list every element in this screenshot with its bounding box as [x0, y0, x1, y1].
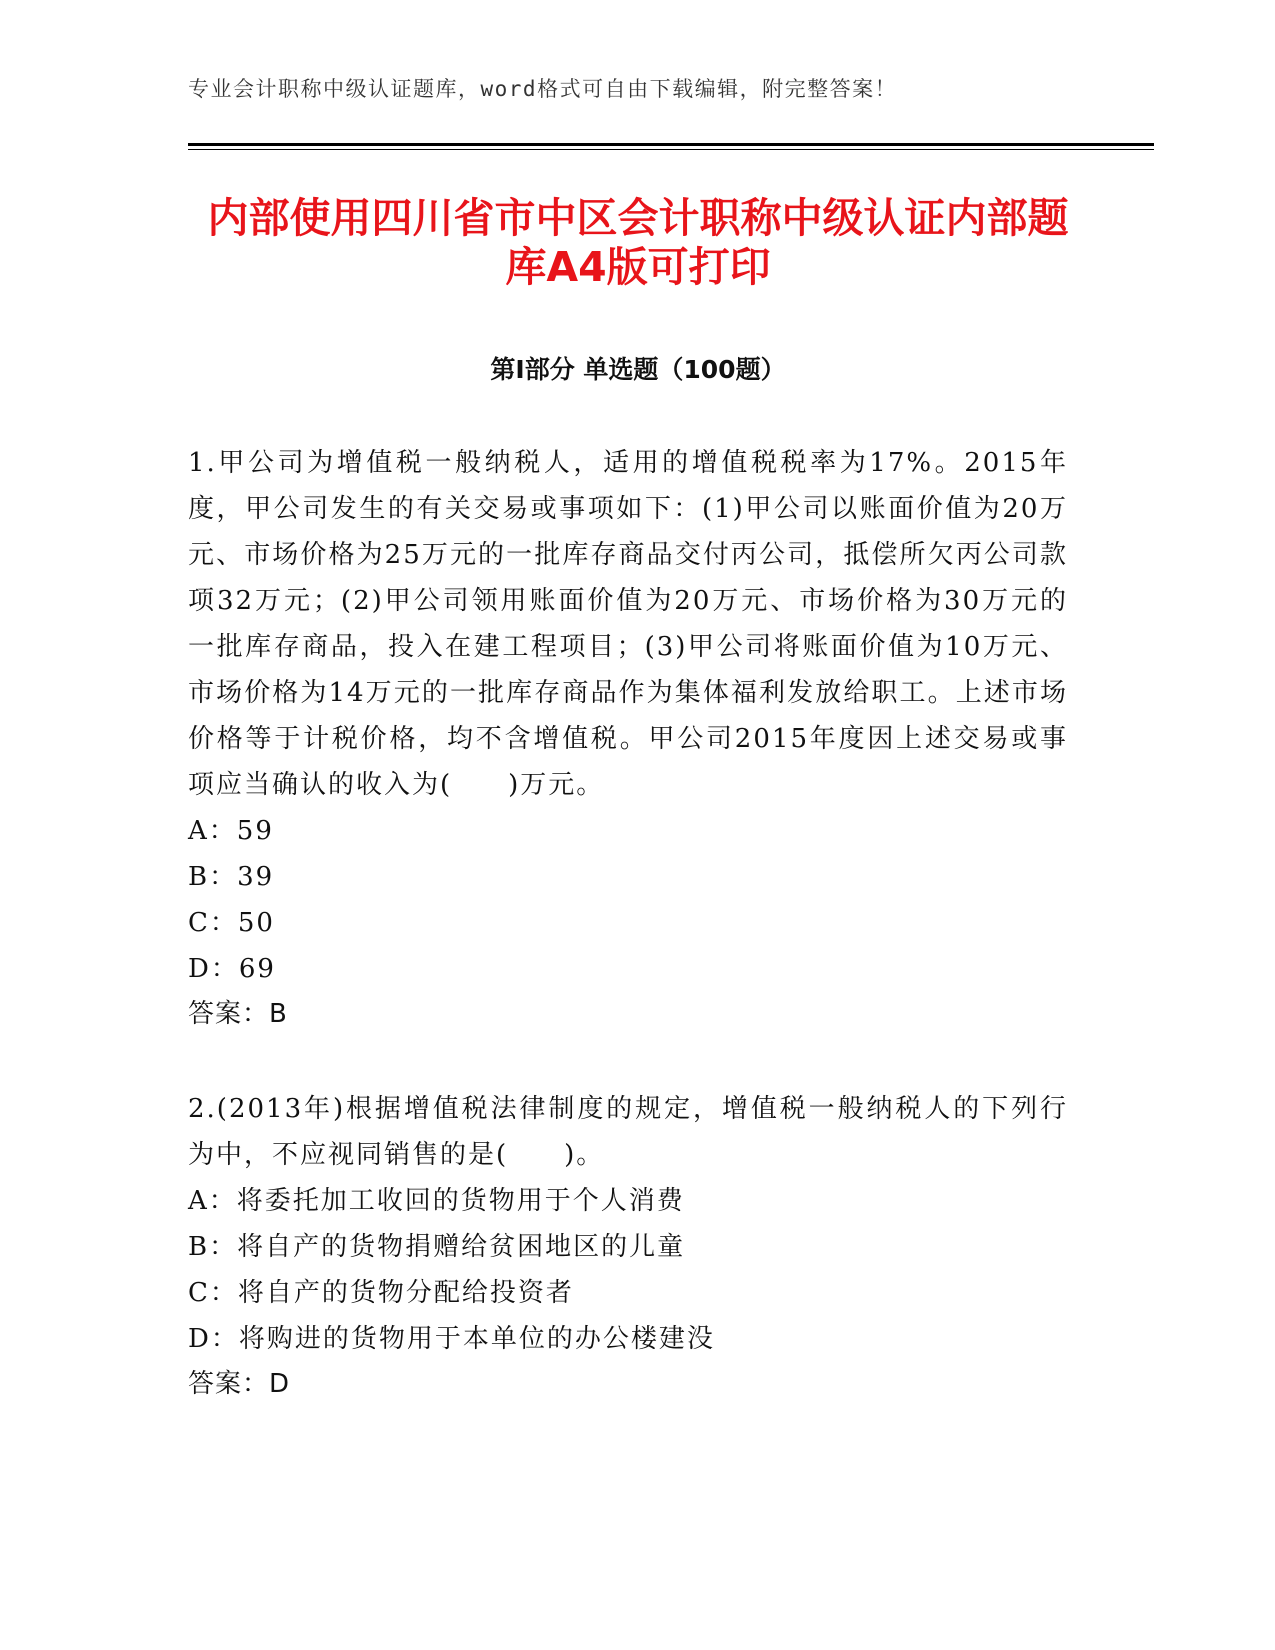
document-title: 内部使用四川省市中区会计职称中级认证内部题库A4版可打印	[207, 194, 1069, 291]
option-b: B：39	[188, 862, 275, 892]
answer-line	[188, 992, 1068, 1036]
page-header: 专业会计职称中级认证题库，word格式可自由下载编辑，附完整答案！	[188, 77, 898, 101]
answer-value: D	[269, 1369, 290, 1399]
answer-label: 答案：	[188, 1369, 270, 1399]
option-a: A：将委托加工收回的货物用于个人消费	[188, 1186, 685, 1216]
question-stem: 2.(2013年)根据增值税法律制度的规定，增值税一般纳税人的下列行为中，不应视同销售的是( )。	[188, 1094, 1068, 1170]
option-d: D：69	[188, 954, 276, 984]
question-2	[188, 1086, 1068, 1406]
question-stem: 1.甲公司为增值税一般纳税人，适用的增值税税率为17%。2015年度，甲公司发生的有关交易或事项如下：(1)甲公司以账面价值为20万元、市场价格为25万元的一批库存商品交付丙公司，抵偿所欠丙公司款项32万元；(2)甲公司领用账面价值为20万元、市场价格为30万元的一批库存商品，投入在建工程项目；(3)甲公司将账面价值为10万元、市场价格为14万元的一批库存商品作为集体福利发放给职工。上述市场价格等于计税价格，均不含增值税。甲公司2015年度因上述交易或事项应当确认的收入为( )万元。	[188, 448, 1068, 800]
header-rule-thick	[188, 143, 1154, 146]
option-b: B：将自产的货物捐赠给贫困地区的儿童	[188, 1232, 686, 1262]
option-a: A：59	[188, 816, 274, 846]
answer-line	[188, 1362, 1068, 1406]
option-c: C：将自产的货物分配给投资者	[188, 1278, 574, 1308]
header-rule-thin	[188, 149, 1154, 150]
option-d: D：将购进的货物用于本单位的办公楼建没	[188, 1324, 715, 1354]
answer-label: 答案：	[188, 999, 270, 1029]
answer-value: B	[269, 999, 287, 1029]
question-1	[188, 440, 1068, 1036]
question-list	[188, 440, 1068, 1456]
option-c: C：50	[188, 908, 275, 938]
section-title: 第Ⅰ部分 单选题（100题）	[490, 355, 786, 384]
